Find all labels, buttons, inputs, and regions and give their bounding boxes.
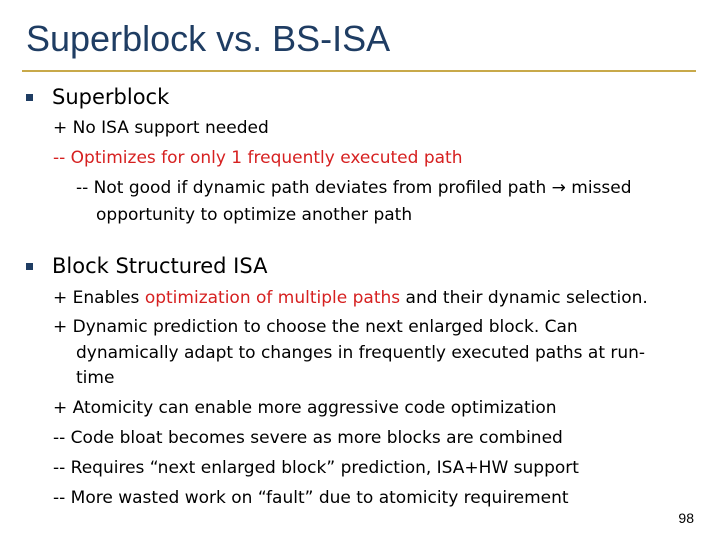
bsisa-point-1-text-a: + Enables [53, 288, 145, 308]
section-heading-bs-isa: Block Structured ISA [52, 254, 268, 278]
bullet-square-icon [26, 94, 33, 101]
superblock-point-3-text-a: -- Not good if dynamic path deviates from profiled path [76, 178, 552, 198]
section-heading-superblock: Superblock [52, 85, 170, 109]
bsisa-point-1-text-b: and their dynamic selection. [400, 288, 648, 308]
bsisa-point-2-continued-2: time [76, 368, 115, 388]
bsisa-point-5: -- Requires “next enlarged block” prediction, ISA+HW support [53, 458, 579, 478]
bullet-square-icon [26, 263, 33, 270]
bsisa-point-6: -- More wasted work on “fault” due to atomicity requirement [53, 488, 569, 508]
bsisa-point-1-highlight: optimization of multiple paths [144, 288, 401, 308]
superblock-point-2: -- Optimizes for only 1 frequently executed path [53, 148, 463, 168]
page-number: 98 [678, 510, 694, 526]
superblock-point-3-text-b: missed [565, 178, 632, 198]
right-arrow-icon: → [551, 178, 566, 198]
superblock-point-3 [76, 177, 632, 199]
bsisa-point-1 [53, 287, 648, 309]
bsisa-point-3: + Atomicity can enable more aggressive code optimization [53, 398, 557, 418]
superblock-point-1: + No ISA support needed [53, 118, 269, 138]
bsisa-point-2-continued: dynamically adapt to changes in frequently executed paths at run- [76, 343, 646, 363]
superblock-point-3-continued: opportunity to optimize another path [96, 205, 413, 225]
slide-title: Superblock vs. BS-ISA [26, 18, 391, 59]
bsisa-point-2: + Dynamic prediction to choose the next enlarged block. Can [53, 317, 578, 337]
bsisa-point-4: -- Code bloat becomes severe as more blocks are combined [53, 428, 563, 448]
title-divider [22, 70, 696, 72]
